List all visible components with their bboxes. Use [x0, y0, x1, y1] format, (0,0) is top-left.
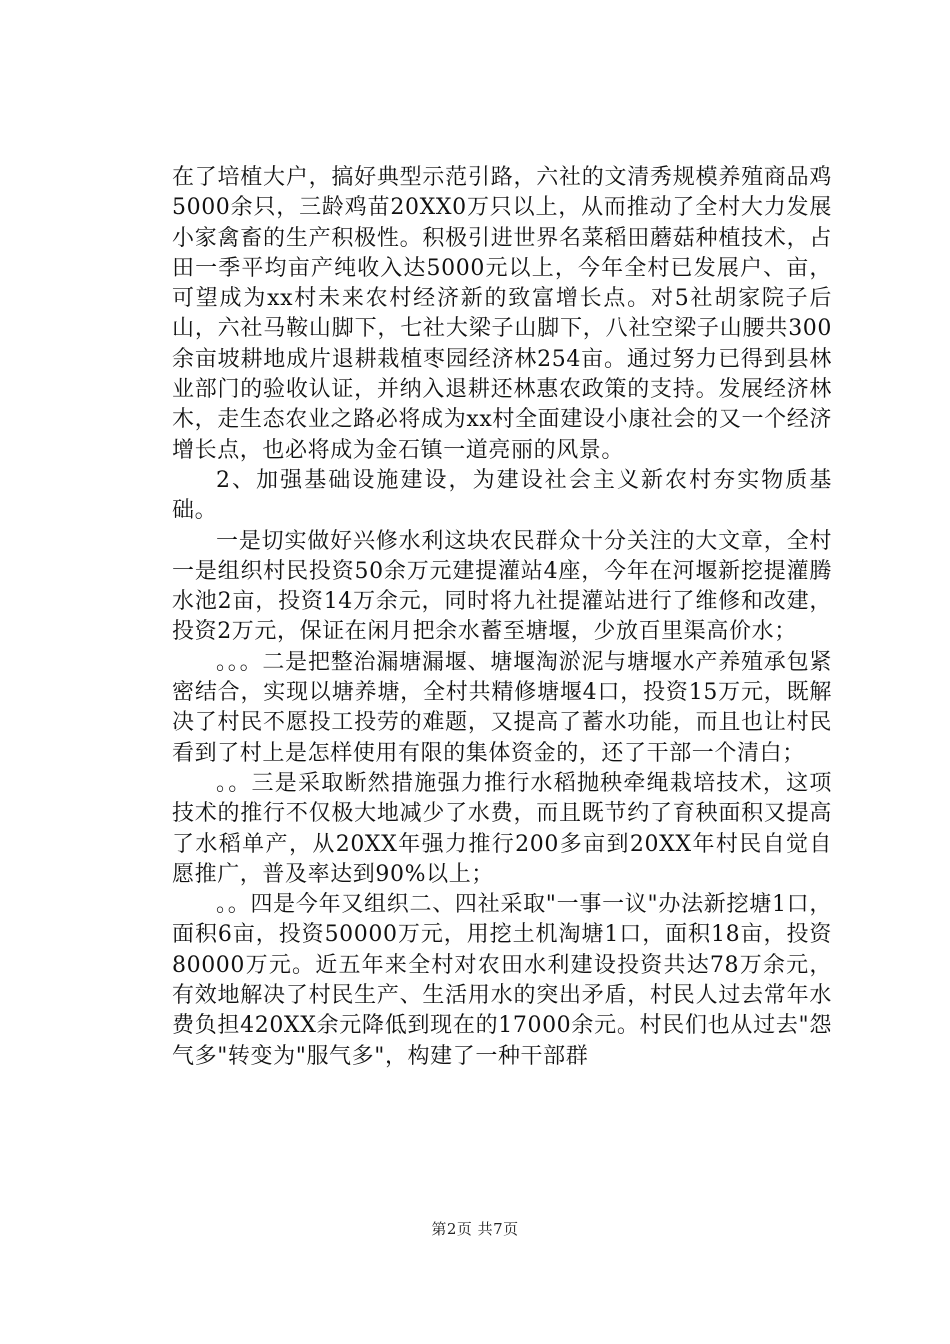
paragraph-3: 一是切实做好兴修水利这块农民群众十分关注的大文章，全村一是组织村民投资50余万元建提灌站4座，今年在河堰新挖提灌腾水池2亩，投资14万余元，同时将九社提灌站进行了维修和改建，投资2万元，保证在闲月把余水蓄至塘堰，少放百里渠高价水；	[172, 528, 832, 645]
document-body	[172, 163, 832, 1072]
paragraph-5: 。。三是采取断然措施强力推行水稻抛秧牵绳栽培技术，这项技术的推行不仅极大地减少了水费，而且既节约了育秧面积又提高了水稻单产，从20XX年强力推行200多亩到20XX年村民自觉自愿推广，普及率达到90%以上；	[172, 770, 832, 887]
paragraph-6: 。。四是今年又组织二、四社采取"一事一议"办法新挖塘1口，面积6亩，投资50000万元，用挖土机淘塘1口，面积18亩，投资80000万元。近五年来全村对农田水利建设投资共达78万余元，有效地解决了村民生产、生活用水的突出矛盾，村民人过去常年水费负担420XX余元降低到现在的17000余元。村民们也从过去"怨气多"转变为"服气多"，构建了一种干部群	[172, 892, 832, 1069]
paragraph-4: 。。。二是把整治漏塘漏堰、塘堰淘淤泥与塘堰水产养殖承包紧密结合，实现以塘养塘，全村共精修塘堰4口，投资15万元，既解决了村民不愿投工投劳的难题，又提高了蓄水功能，而且也让村民看到了村上是怎样使用有限的集体资金的，还了干部一个清白；	[172, 649, 832, 766]
paragraph-heading-2: 2、加强基础设施建设，为建设社会主义新农村夯实物质基础。	[172, 467, 832, 524]
page-number-footer: 第2页 共7页	[431, 1220, 519, 1238]
paragraph-1: 在了培植大户，搞好典型示范引路，六社的文清秀规模养殖商品鸡5000余只，三龄鸡苗20XX0万只以上，从而推动了全村大力发展小家禽畜的生产积极性。积极引进世界名菜稻田蘑菇种植技术，占田一季平均亩产纯收入达5000元以上，今年全村已发展户、亩，可望成为xx村未来农村经济新的致富增长点。对5社胡家院子后山，六社马鞍山脚下，七社大梁子山脚下，八社空梁子山腰共300余亩坡耕地成片退耕栽植枣园经济林254亩。通过努力已得到县林业部门的验收认证，并纳入退耕还林惠农政策的支持。发展经济林木，走生态农业之路必将成为xx村全面建设小康社会的又一个经济增长点，也必将成为金石镇一道亮丽的风景。	[172, 165, 832, 463]
